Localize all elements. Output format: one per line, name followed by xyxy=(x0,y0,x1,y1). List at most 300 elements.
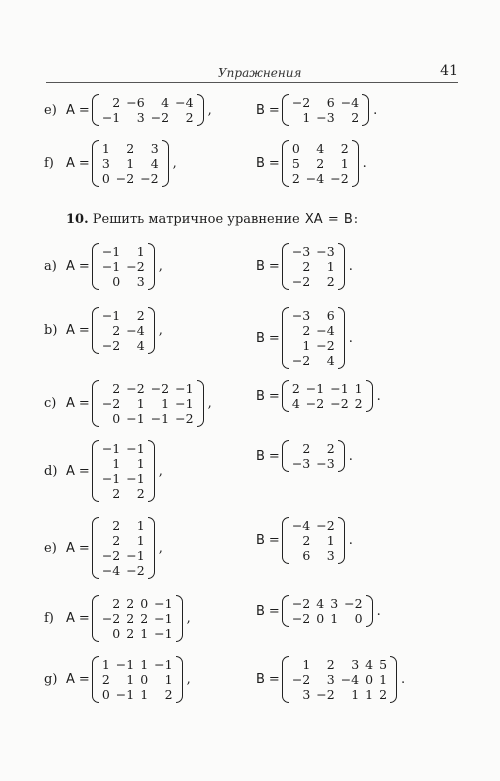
matrix-cell: −2 xyxy=(291,274,311,289)
matrix-row xyxy=(289,353,338,368)
matrix-B-tail: . xyxy=(348,533,353,548)
left-paren xyxy=(282,440,289,472)
matrix-cell: −1 xyxy=(126,441,145,456)
matrix-cell: −1 xyxy=(101,110,121,125)
left-paren xyxy=(92,656,99,703)
matrix-cell: 2 xyxy=(351,110,360,125)
right-paren xyxy=(148,307,155,354)
matrix-table xyxy=(289,441,338,471)
item-label: f) xyxy=(44,156,54,171)
matrix-table xyxy=(99,95,197,125)
matrix-A-tail: , xyxy=(158,323,163,338)
matrix-row xyxy=(289,338,338,353)
matrix-cell: 3 xyxy=(326,672,335,687)
matrix-cell: 2 xyxy=(112,486,121,501)
matrix-A-tail: , xyxy=(158,540,163,556)
matrix-B-tail: . xyxy=(373,102,378,118)
matrix-cell: 0 xyxy=(140,596,149,611)
right-paren xyxy=(338,517,345,564)
matrix-cell: 1 xyxy=(326,533,335,548)
right-paren xyxy=(148,243,155,290)
matrix-row xyxy=(99,672,176,687)
matrix-cell: 2 xyxy=(291,171,300,186)
left-paren xyxy=(92,517,99,579)
prev-part-line xyxy=(44,140,177,187)
matrix-row xyxy=(99,323,148,338)
matrix-cell: 3 xyxy=(136,110,145,125)
matrix-row xyxy=(289,259,338,274)
matrix-row xyxy=(289,110,362,125)
matrix-cell: 2 xyxy=(354,396,363,411)
matrix-cell: 5 xyxy=(379,657,388,672)
task-number: 10. xyxy=(66,212,89,227)
matrix-table xyxy=(99,518,148,578)
matrix-cell: 3 xyxy=(326,548,335,563)
var-A: A xyxy=(66,259,75,274)
colon: : xyxy=(353,212,359,227)
matrix-cell: 2 xyxy=(302,533,311,548)
prev-part-line xyxy=(44,94,212,126)
matrix-B-tail: . xyxy=(348,259,353,274)
matrix-cell: −2 xyxy=(291,672,311,687)
matrix-cell: 1 xyxy=(136,518,145,533)
matrix-cell: −2 xyxy=(101,396,121,411)
task-item-line-B xyxy=(256,380,381,412)
matrix-A xyxy=(92,380,204,427)
matrix-B-tail: . xyxy=(362,156,367,171)
matrix-B-tail: . xyxy=(376,388,381,404)
matrix-cell: 1 xyxy=(136,533,145,548)
matrix-cell: −3 xyxy=(291,244,311,259)
matrix-row xyxy=(99,308,148,323)
equals-sign: = xyxy=(78,323,90,338)
matrix-cell: 1 xyxy=(330,611,339,626)
matrix-cell: −2 xyxy=(291,353,311,368)
matrix-cell: 2 xyxy=(302,259,311,274)
matrix-table xyxy=(289,308,338,368)
matrix-cell: 0 xyxy=(140,672,149,687)
matrix-row xyxy=(289,95,362,110)
matrix-cell: −2 xyxy=(150,110,170,125)
matrix-row xyxy=(99,687,176,702)
prev-part-line-B xyxy=(256,94,377,126)
right-paren xyxy=(197,94,204,126)
matrix-cell: −2 xyxy=(115,171,135,186)
task-item-line-B xyxy=(256,517,353,564)
matrix-row xyxy=(99,338,148,353)
matrix-cell: −1 xyxy=(154,626,173,641)
matrix-cell: 2 xyxy=(126,141,135,156)
matrix-cell: 0 xyxy=(365,672,374,687)
task-text: Решить матричное уравнение xyxy=(92,212,300,227)
matrix-cell: 2 xyxy=(126,611,135,626)
left-paren xyxy=(282,595,289,627)
matrix-cell: −4 xyxy=(126,323,145,338)
matrix-cell: 1 xyxy=(101,141,110,156)
matrix-cell: 2 xyxy=(112,381,121,396)
matrix-cell: 1 xyxy=(126,672,135,687)
matrix-cell: −1 xyxy=(175,381,194,396)
matrix-cell: 3 xyxy=(136,274,145,289)
matrix-row xyxy=(99,441,148,456)
right-paren xyxy=(390,656,397,703)
var-A: A xyxy=(66,156,75,171)
matrix-row xyxy=(99,141,162,156)
matrix-cell: −1 xyxy=(101,259,121,274)
matrix-cell: 4 xyxy=(150,156,159,171)
right-paren xyxy=(338,243,345,290)
page-number: 41 xyxy=(440,63,458,79)
matrix-row xyxy=(289,456,338,471)
matrix-row xyxy=(289,441,338,456)
matrix-cell: −2 xyxy=(330,171,349,186)
matrix-row xyxy=(99,563,148,578)
matrix-cell: 2 xyxy=(326,657,335,672)
running-title: Упражнения xyxy=(218,66,302,80)
matrix-cell: 2 xyxy=(326,441,335,456)
matrix-row xyxy=(99,626,176,641)
matrix-cell: −1 xyxy=(101,471,121,486)
var-B: B xyxy=(256,388,265,404)
matrix-cell: −4 xyxy=(316,323,335,338)
matrix-B xyxy=(282,94,369,126)
task-item-line xyxy=(44,595,191,642)
equals-sign: = xyxy=(78,540,90,556)
matrix-cell: 1 xyxy=(326,259,335,274)
equals-sign: = xyxy=(78,156,90,171)
matrix-row xyxy=(99,518,148,533)
matrix-cell: 2 xyxy=(126,596,135,611)
prev-part-line-B xyxy=(256,140,367,187)
matrix-cell: 2 xyxy=(140,611,149,626)
matrix-cell: −1 xyxy=(305,381,325,396)
matrix-cell: 3 xyxy=(351,657,360,672)
matrix-cell: −3 xyxy=(316,456,335,471)
header-rule xyxy=(46,82,458,83)
matrix-row xyxy=(289,611,366,626)
matrix-cell: −1 xyxy=(330,381,349,396)
matrix-row xyxy=(99,548,148,563)
left-paren xyxy=(282,656,289,703)
matrix-cell: −4 xyxy=(305,171,325,186)
right-paren xyxy=(366,380,373,412)
matrix-cell: −1 xyxy=(126,548,145,563)
task-item-line xyxy=(44,380,212,427)
matrix-cell: −2 xyxy=(291,596,311,611)
matrix-cell: 2 xyxy=(316,156,325,171)
matrix-row xyxy=(99,244,148,259)
matrix-cell: −1 xyxy=(115,687,135,702)
left-paren xyxy=(92,595,99,642)
equals-sign: = xyxy=(268,156,280,171)
matrix-cell: 4 xyxy=(365,657,374,672)
matrix-cell: −2 xyxy=(330,396,349,411)
matrix-cell: −1 xyxy=(175,396,194,411)
matrix-row xyxy=(289,518,338,533)
matrix-B xyxy=(282,307,345,369)
matrix-row xyxy=(99,533,148,548)
var-B: B xyxy=(256,448,265,464)
equals-sign: = xyxy=(78,672,90,687)
matrix-cell: −6 xyxy=(126,95,145,110)
var-B: B xyxy=(256,102,265,118)
matrix-cell: −2 xyxy=(126,259,145,274)
matrix-row xyxy=(289,274,338,289)
matrix-cell: −1 xyxy=(126,471,145,486)
matrix-cell: 1 xyxy=(140,687,149,702)
matrix-cell: −2 xyxy=(316,338,335,353)
matrix-row xyxy=(289,687,390,702)
page-header xyxy=(0,0,500,90)
task-item-line xyxy=(44,307,163,354)
equals-sign: = xyxy=(268,259,280,274)
matrix-cell: 0 xyxy=(316,611,325,626)
matrix-cell: 1 xyxy=(140,626,149,641)
matrix-cell: 3 xyxy=(150,141,159,156)
matrix-cell: 5 xyxy=(291,156,300,171)
matrix-cell: 1 xyxy=(136,456,145,471)
right-paren xyxy=(362,94,369,126)
matrix-cell: 1 xyxy=(302,657,311,672)
matrix-cell: 2 xyxy=(112,596,121,611)
matrix-row xyxy=(99,259,148,274)
var-B: B xyxy=(256,259,265,274)
left-paren xyxy=(282,307,289,369)
left-paren xyxy=(282,243,289,290)
matrix-cell: 2 xyxy=(136,486,145,501)
matrix-row xyxy=(99,381,197,396)
left-paren xyxy=(282,94,289,126)
matrix-cell: −2 xyxy=(150,381,170,396)
matrix-cell: 2 xyxy=(136,308,145,323)
left-paren xyxy=(92,440,99,502)
matrix-cell: 3 xyxy=(330,596,339,611)
matrix-cell: −2 xyxy=(291,611,311,626)
matrix-row xyxy=(289,244,338,259)
matrix-cell: 2 xyxy=(112,323,121,338)
matrix-cell: 6 xyxy=(326,308,335,323)
task-item-line-B xyxy=(256,595,381,627)
matrix-cell: −1 xyxy=(154,596,173,611)
matrix-cell: 1 xyxy=(365,687,374,702)
matrix-cell: 2 xyxy=(126,626,135,641)
matrix-cell: −1 xyxy=(154,657,173,672)
matrix-cell: −4 xyxy=(291,518,311,533)
matrix-cell: 1 xyxy=(140,657,149,672)
left-paren xyxy=(92,243,99,290)
matrix-row xyxy=(99,411,197,426)
matrix-cell: 1 xyxy=(340,156,349,171)
matrix-table xyxy=(289,596,366,626)
equals-sign: = xyxy=(78,102,90,118)
item-label: a) xyxy=(44,259,57,274)
matrix-A-tail: , xyxy=(158,259,163,274)
matrix-row xyxy=(99,456,148,471)
matrix-cell: 2 xyxy=(302,441,311,456)
matrix-cell: −1 xyxy=(101,308,121,323)
matrix-B-tail: . xyxy=(348,330,353,346)
matrix-cell: −2 xyxy=(291,95,311,110)
matrix-cell: −4 xyxy=(340,95,360,110)
matrix-row xyxy=(289,171,352,186)
matrix-cell: 0 xyxy=(101,171,110,186)
left-paren xyxy=(92,140,99,187)
matrix-cell: 4 xyxy=(316,596,325,611)
matrix-cell: 3 xyxy=(302,687,311,702)
eq-right: B xyxy=(343,212,353,227)
matrix-cell: −2 xyxy=(101,338,121,353)
var-A: A xyxy=(66,323,75,338)
matrix-A xyxy=(92,94,204,126)
matrix-cell: 2 xyxy=(112,518,121,533)
matrix-B xyxy=(282,380,373,412)
matrix-table xyxy=(99,441,148,501)
right-paren xyxy=(176,656,183,703)
task-item-line-B xyxy=(256,440,353,472)
matrix-row xyxy=(99,611,176,626)
task-item-line xyxy=(44,517,163,579)
item-label: b) xyxy=(44,323,58,338)
matrix-cell: −1 xyxy=(101,244,121,259)
matrix-cell: 0 xyxy=(101,687,110,702)
matrix-A xyxy=(92,140,169,187)
matrix-B-tail: . xyxy=(376,603,381,619)
matrix-A xyxy=(92,517,155,579)
equals-sign: = xyxy=(268,672,280,687)
matrix-A xyxy=(92,243,155,290)
matrix-B xyxy=(282,440,345,472)
right-paren xyxy=(162,140,169,187)
equals-sign: = xyxy=(268,330,280,346)
var-A: A xyxy=(66,611,75,626)
matrix-cell: 2 xyxy=(291,381,300,396)
matrix-cell: 1 xyxy=(351,687,360,702)
right-paren xyxy=(176,595,183,642)
item-label: e) xyxy=(44,540,57,556)
equals-sign: = xyxy=(268,603,280,619)
matrix-cell: −3 xyxy=(316,110,335,125)
matrix-cell: 2 xyxy=(379,687,388,702)
matrix-table xyxy=(289,518,338,563)
matrix-cell: −3 xyxy=(291,456,311,471)
matrix-cell: 2 xyxy=(185,110,194,125)
matrix-cell: 1 xyxy=(136,244,145,259)
matrix-cell: 6 xyxy=(326,95,335,110)
matrix-cell: −2 xyxy=(101,611,121,626)
matrix-B-tail: . xyxy=(348,448,353,464)
matrix-row xyxy=(289,156,352,171)
matrix-B xyxy=(282,243,345,290)
matrix-cell: −4 xyxy=(101,563,121,578)
matrix-cell: 3 xyxy=(101,156,110,171)
matrix-cell: −1 xyxy=(126,411,145,426)
var-B: B xyxy=(256,330,265,346)
right-paren xyxy=(148,440,155,502)
task-item-line-B xyxy=(256,243,353,290)
matrix-cell: 0 xyxy=(112,626,121,641)
var-A: A xyxy=(66,540,75,556)
matrix-A xyxy=(92,440,155,502)
matrix-table xyxy=(99,381,197,426)
matrix-A-tail: , xyxy=(172,156,177,171)
right-paren xyxy=(148,517,155,579)
matrix-B-tail: . xyxy=(401,672,406,687)
matrix-cell: 1 xyxy=(112,456,121,471)
matrix-table xyxy=(289,381,366,411)
matrix-cell: 1 xyxy=(161,396,170,411)
matrix-cell: −4 xyxy=(175,95,194,110)
matrix-row xyxy=(289,308,338,323)
left-paren xyxy=(282,140,289,187)
matrix-row xyxy=(99,171,162,186)
matrix-cell: 0 xyxy=(112,274,121,289)
matrix-table xyxy=(99,308,148,353)
matrix-cell: 2 xyxy=(164,687,173,702)
matrix-cell: 4 xyxy=(316,141,325,156)
matrix-cell: 2 xyxy=(340,141,349,156)
matrix-A-tail: , xyxy=(207,102,212,118)
matrix-row xyxy=(99,274,148,289)
matrix-cell: 1 xyxy=(126,156,135,171)
equals-sign: = xyxy=(268,102,280,118)
matrix-cell: −2 xyxy=(344,596,363,611)
var-B: B xyxy=(256,672,265,687)
matrix-row xyxy=(289,323,338,338)
item-label: c) xyxy=(44,396,57,411)
var-A: A xyxy=(66,102,75,118)
matrix-cell: 0 xyxy=(291,141,300,156)
matrix-cell: −1 xyxy=(154,611,173,626)
equals-sign: = xyxy=(268,448,280,464)
matrix-cell: 2 xyxy=(112,533,121,548)
matrix-cell: 1 xyxy=(354,381,363,396)
matrix-cell: −2 xyxy=(140,171,159,186)
matrix-B xyxy=(282,656,397,703)
matrix-row xyxy=(289,381,366,396)
equals-sign: = xyxy=(78,463,90,479)
matrix-table xyxy=(99,657,176,702)
matrix-cell: −2 xyxy=(126,563,145,578)
item-label: e) xyxy=(44,102,57,118)
matrix-cell: −2 xyxy=(101,548,121,563)
task-item-line xyxy=(44,440,163,502)
item-label: f) xyxy=(44,611,54,626)
matrix-cell: 6 xyxy=(302,548,311,563)
left-paren xyxy=(282,380,289,412)
matrix-cell: −3 xyxy=(291,308,311,323)
matrix-cell: 1 xyxy=(136,396,145,411)
matrix-B xyxy=(282,517,345,564)
matrix-table xyxy=(99,244,148,289)
matrix-row xyxy=(99,657,176,672)
matrix-table xyxy=(289,141,352,186)
matrix-A-tail: , xyxy=(158,463,163,479)
matrix-table xyxy=(289,657,390,702)
matrix-cell: −3 xyxy=(316,244,335,259)
var-B: B xyxy=(256,156,265,171)
matrix-row xyxy=(289,396,366,411)
matrix-A xyxy=(92,307,155,354)
matrix-row xyxy=(99,156,162,171)
matrix-cell: −1 xyxy=(101,441,121,456)
equals-sign: = xyxy=(78,259,90,274)
eq-sign: = xyxy=(327,212,339,227)
matrix-cell: −2 xyxy=(126,381,145,396)
matrix-row xyxy=(99,486,148,501)
matrix-cell: −2 xyxy=(316,518,335,533)
task-item-line xyxy=(44,243,163,290)
var-A: A xyxy=(66,396,75,411)
